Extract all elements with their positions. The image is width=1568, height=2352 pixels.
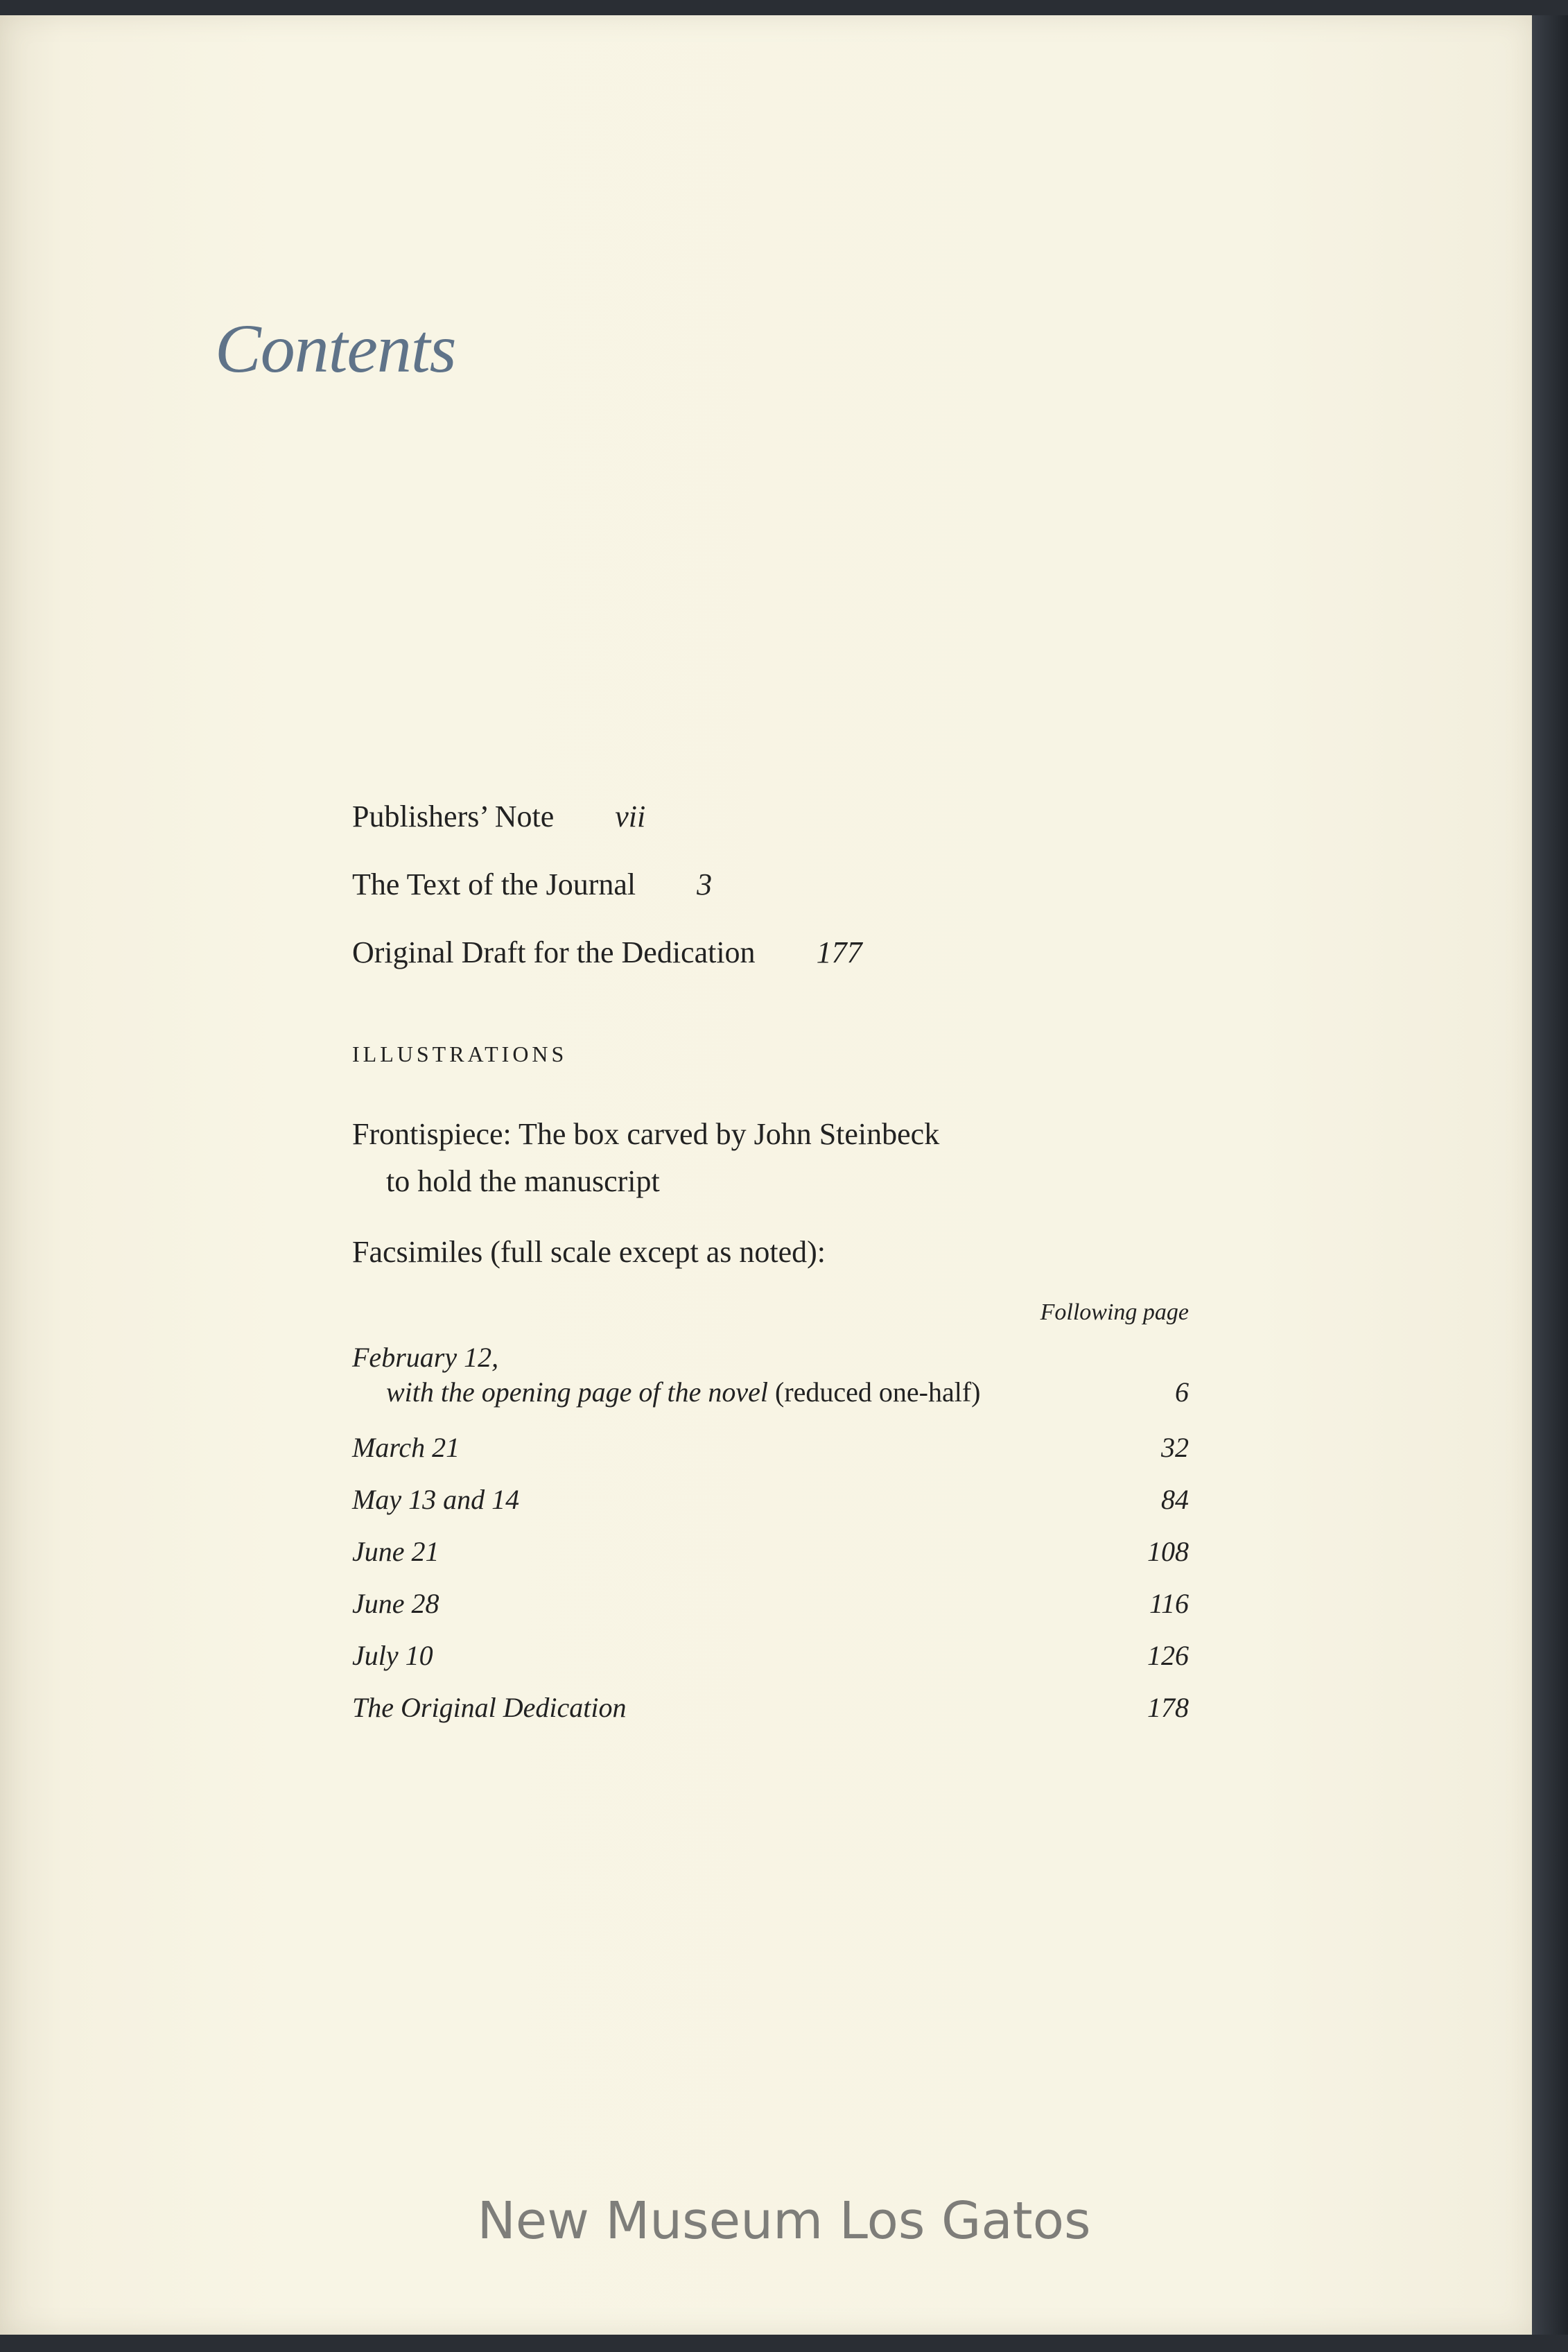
book-cover-edge [1532,15,1568,2335]
facsimile-entry [352,1535,1189,1568]
facsimile-entry [352,1691,1189,1724]
illustrations-heading: ILLUSTRATIONS [352,1041,568,1066]
toc-entry-label: Original Draft for the Dedication [352,935,756,969]
frontispiece-line-2: to hold the manuscript [386,1164,660,1198]
facsimile-page: 108 [1147,1536,1189,1567]
facsimile-note: (reduced one-half) [768,1376,981,1408]
facsimile-label: February 12, [352,1342,499,1373]
facsimiles-intro: Facsimiles (full scale except as noted): [352,1235,826,1269]
toc-entry-page: 3 [697,867,713,901]
facsimile-page: 6 [1175,1376,1189,1408]
facsimile-page: 116 [1149,1588,1189,1619]
facsimile-label: June 28 [352,1588,439,1619]
toc-entry-page: 177 [816,935,862,969]
toc-entry-label: The Text of the Journal [352,867,636,901]
facsimile-label: The Original Dedication [352,1692,627,1723]
facsimile-label-italic: with the opening page of the novel [386,1376,768,1408]
facsimile-page: 126 [1147,1640,1189,1671]
watermark: New Museum Los Gatos [477,2191,1091,2251]
facsimile-label: June 21 [352,1536,439,1567]
following-page-label: Following page [1040,1299,1189,1325]
facsimile-entry [352,1483,1189,1516]
facsimile-page: 84 [1161,1484,1189,1515]
toc-entry-text-of-journal [352,867,712,902]
toc-entry-original-draft [352,935,862,970]
toc-entry-label: Publishers’ Note [352,799,555,833]
toc-entry-publishers-note [352,799,645,834]
facsimile-entry-continuation [386,1376,1189,1408]
page-title: Contents [215,310,456,387]
facsimile-entry [352,1341,1189,1374]
frontispiece-line-1: Frontispiece: The box carved by John Steinbeck [352,1117,940,1151]
facsimile-entry [352,1587,1189,1620]
facsimile-label: July 10 [352,1640,433,1671]
toc-entry-page: vii [615,799,646,833]
facsimile-label: March 21 [352,1432,460,1463]
facsimile-page: 32 [1161,1432,1189,1463]
facsimile-entry [352,1431,1189,1464]
facsimile-entry [352,1639,1189,1672]
facsimile-page: 178 [1147,1692,1189,1723]
facsimile-label: May 13 and 14 [352,1484,520,1515]
